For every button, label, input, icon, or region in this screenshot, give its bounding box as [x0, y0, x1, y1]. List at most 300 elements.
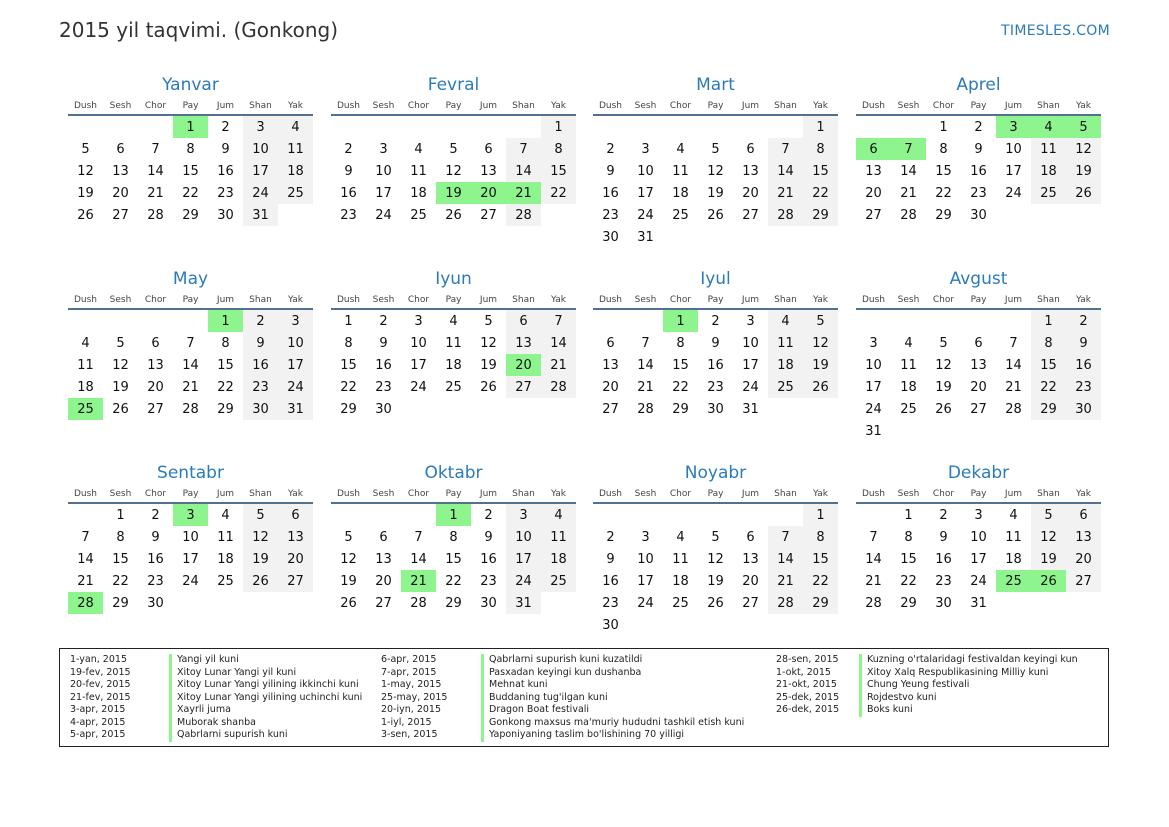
holiday-row [776, 679, 970, 692]
day-cell: 29 [445, 595, 462, 611]
empty-cell [856, 115, 891, 138]
day-cell: 26 [77, 207, 94, 223]
day-cell: 20 [602, 379, 619, 395]
day-cell: 24 [410, 379, 427, 395]
day-cell: 29 [1031, 398, 1066, 420]
day-cell: 2 [221, 119, 230, 135]
day-cell: 4 [676, 141, 685, 157]
day-cell: 13 [970, 357, 987, 373]
empty-cell [243, 592, 278, 614]
week-row [593, 503, 838, 526]
day-cell: 11 [445, 335, 462, 351]
day-cell: 2 [974, 119, 983, 135]
site-link[interactable]: TIMESLES.COM [1001, 23, 1110, 39]
empty-cell [891, 309, 926, 332]
month-name: May [172, 269, 209, 289]
day-cell: 20 [742, 185, 759, 201]
day-cell: 5 [116, 335, 125, 351]
day-cell: 4 [904, 335, 913, 351]
day-cell: 7 [186, 335, 195, 351]
day-cell: 3 [996, 115, 1031, 138]
day-cell: 25 [541, 570, 576, 592]
day-cell: 19 [436, 182, 471, 204]
week-row [593, 526, 838, 548]
empty-cell [103, 115, 138, 138]
week-row [856, 526, 1101, 548]
day-cell: 20 [471, 182, 506, 204]
day-cell: 14 [182, 357, 199, 373]
holiday-date: 1-okt, 2015 [776, 666, 831, 678]
empty-cell [926, 309, 961, 332]
weekday-header: Dush [856, 486, 891, 503]
day-cell: 14 [1005, 357, 1022, 373]
day-cell: 23 [1066, 376, 1101, 398]
holiday-date: 21-okt, 2015 [776, 679, 837, 690]
week-row [593, 226, 838, 248]
weekday-header: Chor [926, 98, 961, 115]
day-cell: 3 [869, 335, 878, 351]
day-cell: 5 [939, 335, 948, 351]
weekday-header: Sesh [628, 98, 663, 115]
day-cell: 4 [221, 507, 230, 523]
week-row [856, 376, 1101, 398]
holiday-name: Boks kuni [859, 704, 913, 717]
week-row [68, 182, 313, 204]
day-cell: 19 [112, 379, 129, 395]
empty-cell [926, 420, 961, 442]
empty-cell [698, 226, 733, 248]
holiday-row [381, 729, 685, 742]
empty-cell [471, 398, 506, 420]
day-cell: 6 [278, 503, 313, 526]
day-cell: 25 [900, 401, 917, 417]
empty-cell [541, 398, 576, 420]
holiday-date: 26-dek, 2015 [776, 704, 840, 715]
day-cell: 16 [217, 163, 234, 179]
week-row [593, 204, 838, 226]
day-cell: 28 [900, 207, 917, 223]
day-cell: 1 [803, 503, 838, 526]
empty-cell [996, 309, 1031, 332]
holiday-row [381, 654, 643, 667]
weekday-header: Pay [436, 292, 471, 309]
week-row [331, 115, 576, 138]
day-cell: 20 [506, 354, 541, 376]
day-cell: 17 [278, 354, 313, 376]
empty-cell [471, 115, 506, 138]
day-cell: 23 [243, 376, 278, 398]
day-cell: 15 [445, 551, 462, 567]
holiday-row [776, 666, 1049, 680]
day-cell: 29 [182, 207, 199, 223]
day-cell: 1 [541, 115, 576, 138]
empty-cell [138, 309, 173, 332]
empty-cell [891, 115, 926, 138]
day-cell: 3 [974, 507, 983, 523]
holiday-date: 4-apr, 2015 [70, 716, 126, 728]
holiday-name: Xitoy Lunar Yangi yilining ikkinchi kuni [169, 679, 359, 692]
day-cell: 17 [742, 357, 759, 373]
day-cell: 23 [217, 185, 234, 201]
empty-cell [1066, 204, 1101, 226]
week-row [856, 570, 1101, 592]
day-cell: 14 [768, 160, 803, 182]
month-name: Mart [696, 75, 735, 95]
empty-cell [541, 204, 576, 226]
day-cell: 17 [506, 548, 541, 570]
weekday-header: Dush [68, 292, 103, 309]
empty-cell [103, 309, 138, 332]
weekday-header: Sesh [366, 486, 401, 503]
week-row [68, 548, 313, 570]
day-cell: 14 [77, 551, 94, 567]
empty-cell [1031, 420, 1066, 442]
empty-cell [401, 115, 436, 138]
day-cell: 26 [1066, 182, 1101, 204]
day-cell: 27 [112, 207, 129, 223]
month-may [68, 268, 313, 420]
day-cell: 13 [480, 163, 497, 179]
empty-cell [173, 592, 208, 614]
weekday-header: Dush [593, 98, 628, 115]
month-mart [593, 74, 838, 248]
day-cell: 11 [1031, 138, 1066, 160]
day-cell: 17 [243, 160, 278, 182]
day-cell: 20 [112, 185, 129, 201]
day-cell: 21 [768, 570, 803, 592]
holiday-name: Rojdestvo kuni [859, 692, 937, 705]
day-cell: 11 [768, 332, 803, 354]
day-cell: 13 [602, 357, 619, 373]
day-cell: 31 [278, 398, 313, 420]
day-cell: 18 [77, 379, 94, 395]
week-row [68, 204, 313, 226]
day-cell: 9 [939, 529, 948, 545]
week-row [593, 115, 838, 138]
day-cell: 16 [935, 551, 952, 567]
day-cell: 21 [147, 185, 164, 201]
weekday-header: Sesh [103, 292, 138, 309]
day-cell: 15 [112, 551, 129, 567]
day-cell: 24 [865, 401, 882, 417]
empty-cell [856, 309, 891, 332]
day-cell: 8 [803, 138, 838, 160]
day-cell: 17 [637, 185, 654, 201]
day-cell: 1 [904, 507, 913, 523]
day-cell: 22 [672, 379, 689, 395]
empty-cell [401, 398, 436, 420]
day-cell: 1 [436, 503, 471, 526]
day-cell: 30 [480, 595, 497, 611]
day-cell: 24 [1005, 185, 1022, 201]
weekday-header: Shan [1031, 292, 1066, 309]
weekday-header: Dush [68, 486, 103, 503]
day-cell: 30 [375, 401, 392, 417]
day-cell: 19 [1066, 160, 1101, 182]
empty-cell [733, 503, 768, 526]
week-row [68, 398, 313, 420]
day-cell: 11 [77, 357, 94, 373]
day-cell: 18 [672, 573, 689, 589]
day-cell: 1 [208, 309, 243, 332]
holiday-date: 21-fev, 2015 [70, 691, 131, 703]
weekday-header: Chor [401, 292, 436, 309]
weekday-header: Jum [996, 292, 1031, 309]
empty-cell [663, 226, 698, 248]
week-row [856, 138, 1101, 160]
week-row [856, 548, 1101, 570]
weekday-header: Chor [138, 292, 173, 309]
day-cell: 12 [1031, 526, 1066, 548]
day-cell: 30 [1066, 398, 1101, 420]
empty-cell [663, 503, 698, 526]
day-cell: 8 [676, 335, 685, 351]
holiday-row [70, 679, 359, 692]
day-cell: 15 [217, 357, 234, 373]
day-cell: 2 [606, 141, 615, 157]
weekday-header: Yak [278, 486, 313, 503]
day-cell: 13 [112, 163, 129, 179]
day-cell: 15 [340, 357, 357, 373]
day-cell: 24 [375, 207, 392, 223]
day-cell: 21 [637, 379, 654, 395]
week-row [331, 138, 576, 160]
day-cell: 7 [414, 529, 423, 545]
month-dekabr [856, 462, 1101, 614]
week-row [68, 503, 313, 526]
week-row [856, 332, 1101, 354]
holiday-date: 5-apr, 2015 [70, 729, 126, 740]
week-row [331, 503, 576, 526]
day-cell: 28 [768, 592, 803, 614]
day-cell: 3 [243, 115, 278, 138]
day-cell: 6 [1066, 503, 1101, 526]
day-cell: 13 [742, 163, 759, 179]
month-name: Yanvar [162, 75, 219, 95]
holiday-name: Mehnat kuni [481, 679, 548, 692]
day-cell: 3 [506, 503, 541, 526]
day-cell: 1 [663, 309, 698, 332]
empty-cell [1066, 592, 1101, 614]
day-cell: 7 [641, 335, 650, 351]
weekday-header: Yak [278, 292, 313, 309]
holiday-row [381, 716, 745, 730]
weekday-header: Jum [208, 486, 243, 503]
empty-cell [401, 503, 436, 526]
empty-cell [768, 398, 803, 420]
day-cell: 3 [379, 141, 388, 157]
month-name: Sentabr [157, 463, 224, 483]
empty-cell [891, 420, 926, 442]
empty-cell [331, 503, 366, 526]
week-row [856, 182, 1101, 204]
holiday-name: Xitoy Xalq Respublikasining Milliy kuni [859, 667, 1048, 680]
day-cell: 27 [970, 401, 987, 417]
weekday-header: Yak [1066, 292, 1101, 309]
day-cell: 27 [480, 207, 497, 223]
weekday-header: Chor [926, 486, 961, 503]
day-cell: 13 [865, 163, 882, 179]
empty-cell [436, 115, 471, 138]
empty-cell [138, 115, 173, 138]
day-cell: 27 [1066, 570, 1101, 592]
weekday-header: Shan [243, 486, 278, 503]
day-cell: 9 [243, 332, 278, 354]
holiday-date: 20-iyn, 2015 [381, 704, 442, 715]
day-cell: 21 [541, 354, 576, 376]
month-name: Iyul [700, 269, 731, 289]
day-cell: 23 [340, 207, 357, 223]
day-cell: 13 [742, 551, 759, 567]
day-cell: 12 [243, 526, 278, 548]
day-cell: 4 [278, 115, 313, 138]
day-cell: 9 [221, 141, 230, 157]
empty-cell [768, 503, 803, 526]
day-cell: 1 [173, 115, 208, 138]
day-cell: 14 [637, 357, 654, 373]
day-cell: 21 [77, 573, 94, 589]
day-cell: 10 [182, 529, 199, 545]
day-cell: 14 [147, 163, 164, 179]
day-cell: 29 [112, 595, 129, 611]
day-cell: 11 [541, 526, 576, 548]
day-cell: 15 [672, 357, 689, 373]
day-cell: 5 [243, 503, 278, 526]
day-cell: 24 [506, 570, 541, 592]
empty-cell [628, 614, 663, 636]
day-cell: 26 [340, 595, 357, 611]
weekday-header: Pay [436, 98, 471, 115]
day-cell: 10 [1005, 141, 1022, 157]
week-row [593, 570, 838, 592]
empty-cell [733, 614, 768, 636]
day-cell: 27 [742, 595, 759, 611]
day-cell: 29 [672, 401, 689, 417]
day-cell: 25 [68, 398, 103, 420]
day-cell: 30 [147, 595, 164, 611]
day-cell: 9 [606, 163, 615, 179]
weekday-header: Jum [733, 98, 768, 115]
week-row [331, 526, 576, 548]
weekday-header: Dush [856, 98, 891, 115]
weekday-header: Sesh [891, 292, 926, 309]
weekday-header: Chor [663, 98, 698, 115]
weekday-header: Chor [926, 292, 961, 309]
weekday-header: Jum [208, 98, 243, 115]
week-row [593, 309, 838, 332]
holiday-row [70, 654, 239, 667]
week-row [856, 592, 1101, 614]
empty-cell [856, 503, 891, 526]
day-cell: 20 [375, 573, 392, 589]
day-cell: 21 [900, 185, 917, 201]
week-row [68, 309, 313, 332]
day-cell: 26 [480, 379, 497, 395]
weekday-header: Pay [173, 486, 208, 503]
day-cell: 11 [278, 138, 313, 160]
week-row [331, 204, 576, 226]
day-cell: 3 [641, 141, 650, 157]
week-row [68, 526, 313, 548]
empty-cell [593, 115, 628, 138]
empty-cell [663, 115, 698, 138]
day-cell: 6 [974, 335, 983, 351]
holiday-name: Yaponiyaning taslim bo'lishining 70 yilligi [481, 729, 684, 742]
day-cell: 22 [112, 573, 129, 589]
day-cell: 8 [1031, 332, 1066, 354]
day-cell: 23 [375, 379, 392, 395]
weekday-header: Yak [1066, 486, 1101, 503]
day-cell: 4 [414, 141, 423, 157]
day-cell: 9 [151, 529, 160, 545]
week-row [68, 160, 313, 182]
day-cell: 7 [151, 141, 160, 157]
empty-cell [698, 614, 733, 636]
day-cell: 16 [602, 185, 619, 201]
day-cell: 29 [803, 204, 838, 226]
month-name: Aprel [956, 75, 1001, 95]
holiday-column [381, 654, 745, 742]
weekday-header: Jum [733, 486, 768, 503]
day-cell: 26 [112, 401, 129, 417]
weekday-header: Pay [698, 98, 733, 115]
empty-cell [768, 115, 803, 138]
holiday-row [70, 716, 256, 730]
week-row [331, 182, 576, 204]
week-row [331, 332, 576, 354]
day-cell: 29 [803, 592, 838, 614]
day-cell: 14 [541, 332, 576, 354]
empty-cell [1066, 420, 1101, 442]
month-oktabr [331, 462, 576, 614]
day-cell: 17 [865, 379, 882, 395]
day-cell: 19 [707, 573, 724, 589]
day-cell: 1 [939, 119, 948, 135]
day-cell: 26 [243, 570, 278, 592]
day-cell: 22 [217, 379, 234, 395]
week-row [68, 354, 313, 376]
weekday-header: Chor [401, 98, 436, 115]
holiday-date: 6-apr, 2015 [381, 654, 437, 665]
weekday-header: Shan [506, 486, 541, 503]
day-cell: 16 [602, 573, 619, 589]
day-cell: 6 [506, 309, 541, 332]
day-cell: 8 [803, 526, 838, 548]
day-cell: 10 [970, 529, 987, 545]
empty-cell [628, 503, 663, 526]
week-row [593, 332, 838, 354]
day-cell: 5 [1066, 115, 1101, 138]
day-cell: 14 [865, 551, 882, 567]
day-cell: 10 [243, 138, 278, 160]
day-cell: 5 [711, 141, 720, 157]
holiday-date: 3-apr, 2015 [70, 704, 126, 715]
day-cell: 2 [484, 507, 493, 523]
weekday-header: Jum [996, 98, 1031, 115]
empty-cell [331, 115, 366, 138]
weekday-header: Dush [68, 98, 103, 115]
weekday-header: Yak [803, 486, 838, 503]
day-cell: 11 [672, 551, 689, 567]
day-cell: 21 [182, 379, 199, 395]
weekday-header: Jum [471, 98, 506, 115]
weekday-header: Pay [961, 292, 996, 309]
day-cell: 27 [742, 207, 759, 223]
day-cell: 30 [935, 595, 952, 611]
day-cell: 3 [414, 313, 423, 329]
empty-cell [961, 420, 996, 442]
week-row [331, 592, 576, 614]
